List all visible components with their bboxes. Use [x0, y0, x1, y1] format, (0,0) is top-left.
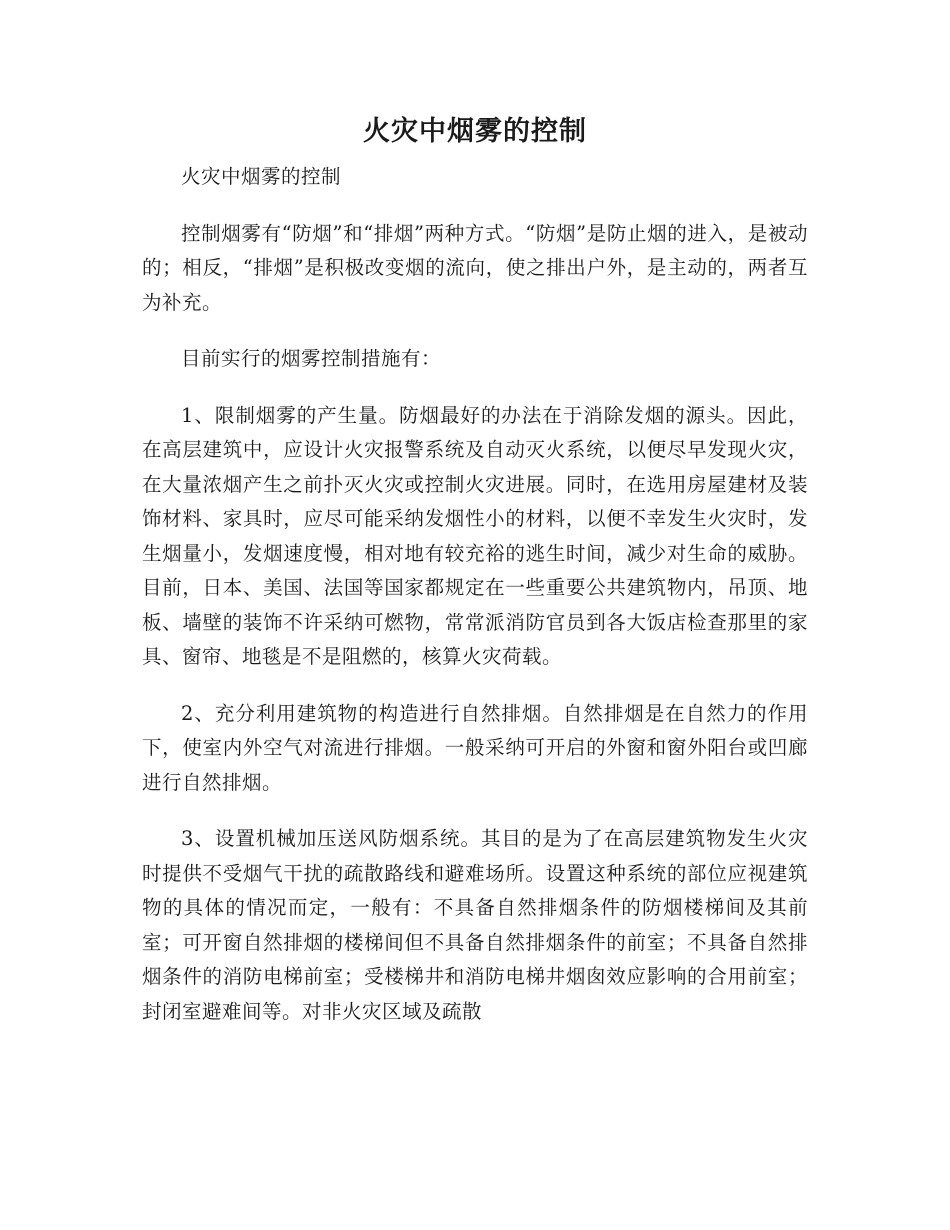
measure-3-paragraph: 3、设置机械加压送风防烟系统。其目的是为了在高层建筑物发生火灾时提供不受烟气干扰的疏散路线和避难场所。设置这种系统的部位应视建筑物的具体的情况而定，一般有：不具备自然排烟条件的防烟楼梯间及其前室；可开窗自然排烟的楼梯间但不具备自然排烟条件的前室；不具备自然排烟条件的消防电梯前室；受楼梯井和消防电梯井烟囱效应影响的合用前室；封闭室避难间等。对非火灾区域及疏散	[142, 827, 808, 1023]
measure-1-paragraph: 1、限制烟雾的产生量。防烟最好的办法在于消除发烟的源头。因此，在高层建筑中，应设计火灾报警系统及自动灭火系统，以便尽早发现火灾，在大量浓烟产生之前扑灭火灾或控制火灾进展。同时，在选用房屋建材及装饰材料、家具时，应尽可能采纳发烟性小的材料，以便不幸发生火灾时，发生烟量小，发烟速度慢，相对地有较充裕的逃生时间，减少对生命的威胁。目前，日本、美国、法国等国家都规定在一些重要公共建筑物内，吊顶、地板、墙壁的装饰不许采纳可燃物，常常派消防官员到各大饭店检查那里的家具、窗帘、地毯是不是阻燃的，核算火灾荷载。	[142, 403, 808, 668]
subtitle-paragraph: 火灾中烟雾的控制	[181, 165, 342, 188]
document-title: 火灾中烟雾的控制	[363, 116, 587, 147]
document-body	[142, 160, 808, 1051]
measure-2-paragraph: 2、充分利用建筑物的构造进行自然排烟。自然排烟是在自然力的作用下，使室内外空气对流进行排烟。一般采纳可开启的外窗和窗外阳台或凹廊进行自然排烟。	[142, 701, 808, 794]
measures-heading-paragraph: 目前实行的烟雾控制措施有：	[181, 347, 442, 370]
intro-paragraph: 控制烟雾有“防烟”和“排烟”两种方式。“防烟”是防止烟的进入，是被动的；相反，“排烟”是积极改变烟的流向，使之排出户外，是主动的，两者互为补充。	[142, 221, 808, 314]
